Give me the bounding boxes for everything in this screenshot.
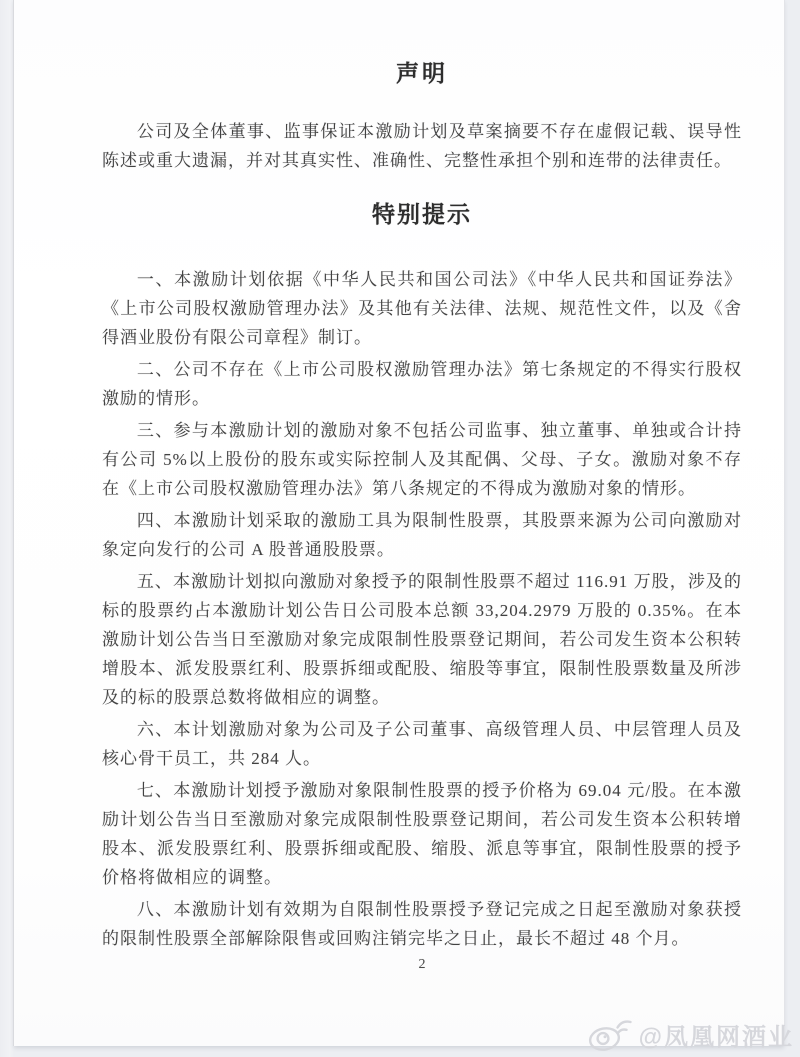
special-notice-item-1: 一、本激励计划依据《中华人民共和国公司法》《中华人民共和国证券法》《上市公司股权激励管理办法》及其他有关法律、法规、规范性文件，以及《舍得酒业股份有限公司章程》制订。: [102, 270, 742, 347]
page-number: 2: [418, 957, 426, 972]
special-notice-item-4: 四、本激励计划采取的激励工具为限制性股票，其股票来源为公司向激励对象定向发行的公司 A 股普通股股票。: [102, 511, 742, 559]
special-notice-title: 特别提示: [372, 202, 472, 227]
special-notice-item-6: 六、本计划激励对象为公司及子公司董事、高级管理人员、中层管理人员及核心骨干员工，共 284 人。: [102, 720, 742, 768]
watermark-label: @凤凰网酒业: [638, 1023, 794, 1051]
special-notice-item-3: 三、参与本激励计划的激励对象不包括公司监事、独立董事、单独或合计持有公司 5%以上股份的股东或实际控制人及其配偶、父母、子女。激励对象不存在《上市公司股权激励管理办法》第八条规定的不得成为激励对象的情形。: [102, 421, 742, 498]
special-notice-item-7: 七、本激励计划授予激励对象限制性股票的授予价格为 69.04 元/股。在本激励计划公告当日至激励对象完成限制性股票登记期间，若公司发生资本公积转增股本、派发股票红利、股票拆细或配股、缩股、派息等事宜，限制性股票的授予价格将做相应的调整。: [102, 781, 742, 887]
declaration-paragraph: 公司及全体董事、监事保证本激励计划及草案摘要不存在虚假记载、误导性陈述或重大遗漏，并对其真实性、准确性、完整性承担个别和连带的法律责任。: [102, 122, 742, 170]
special-notice-item-5: 五、本激励计划拟向激励对象授予的限制性股票不超过 116.91 万股，涉及的标的股票约占本激励计划公告日公司股本总额 33,204.2979 万股的 0.35%。在本激励计划公告当日至激励对象完成限制性股票登记期间，若公司发生资本公积转增股本、派发股票红利、股票拆细或配股、缩股等事宜，限制性股票数量及所涉及的标的股票总数将做相应的调整。: [102, 572, 742, 707]
special-notice-item-2: 二、公司不存在《上市公司股权激励管理办法》第七条规定的不得实行股权激励的情形。: [102, 360, 742, 408]
document-title: 声明: [396, 61, 448, 86]
watermark: [587, 1015, 794, 1053]
weibo-icon: [587, 1015, 633, 1053]
special-notice-item-8: 八、本激励计划有效期为自限制性股票授予登记完成之日起至激励对象获授的限制性股票全部解除限售或回购注销完毕之日止，最长不超过 48 个月。: [102, 900, 742, 948]
document-page: [14, 0, 784, 1046]
